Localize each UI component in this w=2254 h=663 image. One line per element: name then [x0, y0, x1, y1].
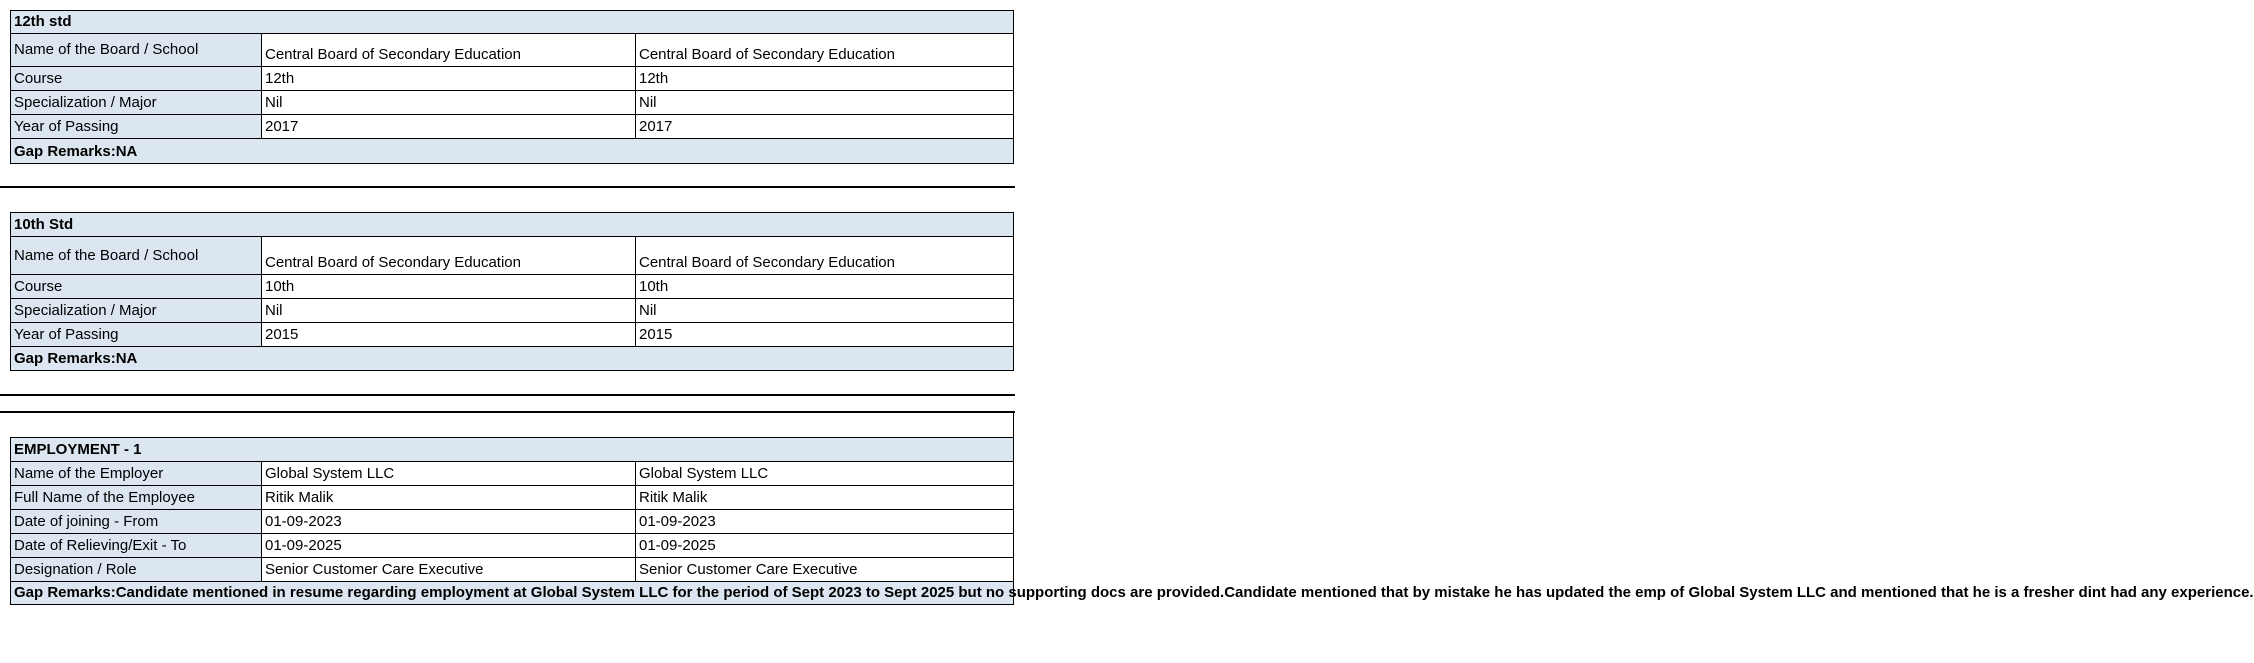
verified-value: Central Board of Secondary Education	[636, 237, 1014, 275]
row-label: Name of the Board / School	[11, 237, 262, 275]
claimed-value: Senior Customer Care Executive	[262, 558, 636, 582]
table-row	[11, 67, 1014, 91]
claimed-value: 01-09-2023	[262, 510, 636, 534]
gap-remarks: Gap Remarks:NA	[11, 347, 1014, 371]
claimed-value: 01-09-2025	[262, 534, 636, 558]
row-label: Designation / Role	[11, 558, 262, 582]
row-label: Full Name of the Employee	[11, 486, 262, 510]
row-label: Course	[11, 67, 262, 91]
verified-value: 01-09-2023	[636, 510, 1014, 534]
section-divider	[0, 411, 1015, 413]
gap-remarks: Gap Remarks:Candidate mentioned in resume regarding employment at Global System LLC for the period of Sept 2023 to Sept 2025 but no supporting docs are provided.Candidate mentioned that by mistake he has updated the emp of Global System LLC and mentioned that he is a fresher dint had any experience.	[11, 582, 1014, 605]
row-label: Specialization / Major	[11, 299, 262, 323]
employment-1-table	[10, 437, 2254, 605]
education-12th-table	[10, 10, 1014, 164]
row-label: Year of Passing	[11, 323, 262, 347]
table-row	[11, 299, 1014, 323]
row-label: Name of the Employer	[11, 462, 262, 486]
table-row	[11, 486, 1014, 510]
table-row	[11, 275, 1014, 299]
claimed-value: 2015	[262, 323, 636, 347]
table-row	[11, 534, 1014, 558]
section-header-12th: 12th std	[11, 11, 1014, 34]
claimed-value: 2017	[262, 115, 636, 139]
table-row	[11, 510, 1014, 534]
section-divider	[0, 394, 1015, 396]
verified-value: 01-09-2025	[636, 534, 1014, 558]
claimed-value: Global System LLC	[262, 462, 636, 486]
row-label: Date of joining - From	[11, 510, 262, 534]
gap-remarks: Gap Remarks:NA	[11, 139, 1014, 164]
section-header-10th: 10th Std	[11, 213, 1014, 237]
row-label: Date of Relieving/Exit - To	[11, 534, 262, 558]
sheet-edge-line	[1013, 412, 1014, 438]
claimed-value: Nil	[262, 91, 636, 115]
claimed-value: Nil	[262, 299, 636, 323]
verified-value: Senior Customer Care Executive	[636, 558, 1014, 582]
education-10th-table	[10, 212, 1014, 371]
row-label: Year of Passing	[11, 115, 262, 139]
verified-value: Nil	[636, 299, 1014, 323]
verified-value: Nil	[636, 91, 1014, 115]
section-divider	[0, 186, 1015, 188]
table-row	[11, 91, 1014, 115]
table-row	[11, 34, 1014, 67]
table-row	[11, 115, 1014, 139]
verified-value: Central Board of Secondary Education	[636, 34, 1014, 67]
row-label: Name of the Board / School	[11, 34, 262, 67]
verified-value: 10th	[636, 275, 1014, 299]
verified-value: Global System LLC	[636, 462, 1014, 486]
table-row	[11, 237, 1014, 275]
verified-value: 2015	[636, 323, 1014, 347]
table-row	[11, 462, 1014, 486]
table-row	[11, 323, 1014, 347]
claimed-value: Ritik Malik	[262, 486, 636, 510]
verified-value: 12th	[636, 67, 1014, 91]
verified-value: Ritik Malik	[636, 486, 1014, 510]
claimed-value: 12th	[262, 67, 636, 91]
section-header-employment: EMPLOYMENT - 1	[11, 438, 1014, 462]
row-label: Course	[11, 275, 262, 299]
claimed-value: 10th	[262, 275, 636, 299]
row-label: Specialization / Major	[11, 91, 262, 115]
claimed-value: Central Board of Secondary Education	[262, 237, 636, 275]
claimed-value: Central Board of Secondary Education	[262, 34, 636, 67]
verified-value: 2017	[636, 115, 1014, 139]
table-row	[11, 558, 1014, 582]
